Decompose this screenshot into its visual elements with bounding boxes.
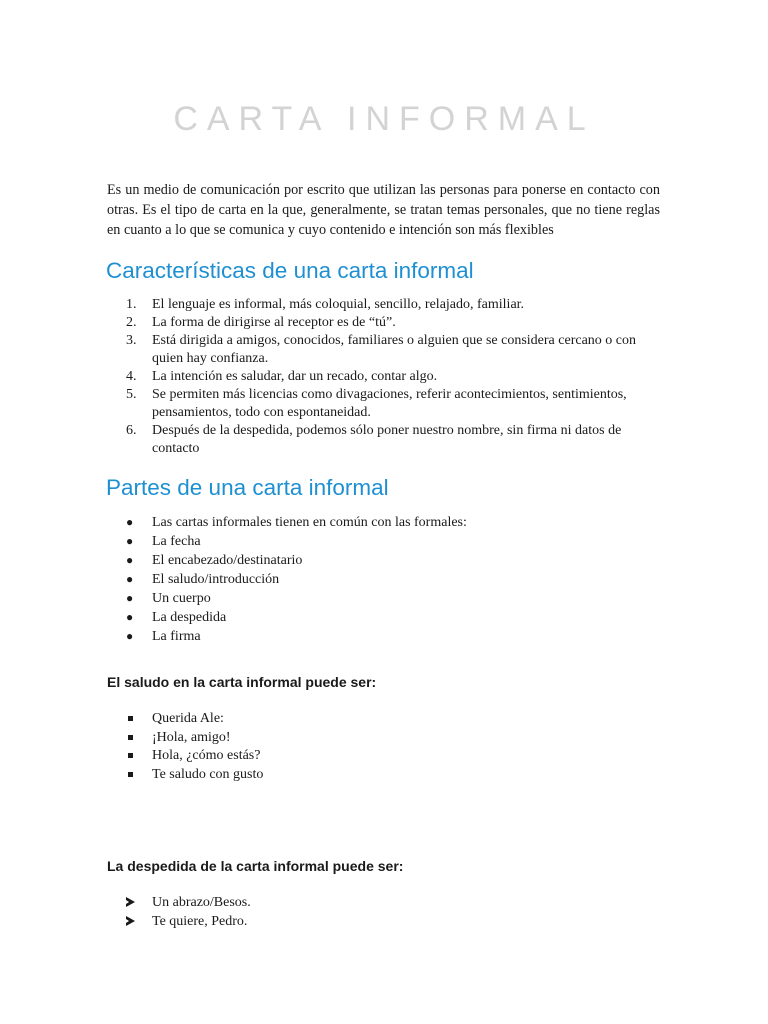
list-item xyxy=(126,422,666,458)
list-item-text: Querida Ale: xyxy=(152,711,224,726)
list-item xyxy=(126,532,666,551)
list-item xyxy=(126,314,666,332)
list-item-text: La despedida xyxy=(152,610,227,625)
greeting-heading: El saludo en la carta informal puede ser: xyxy=(107,674,377,690)
list-item-text: Hola, ¿cómo estás? xyxy=(152,748,261,764)
list-item xyxy=(126,893,666,912)
list-item xyxy=(126,551,666,570)
list-item xyxy=(126,368,666,386)
list-item xyxy=(126,912,666,931)
list-item xyxy=(126,513,666,532)
list-number: 2. xyxy=(126,315,137,330)
list-item xyxy=(126,296,666,314)
bullet-icon: ● xyxy=(126,610,134,624)
page-title: CARTA INFORMAL xyxy=(173,100,595,138)
list-item-text: Se permiten más licencias como divagaciones, referir acontecimientos, sentimientos, pensamientos, todo con espontaneidad. xyxy=(152,387,627,420)
list-item xyxy=(126,747,666,766)
list-item-text: Te quiere, Pedro. xyxy=(152,914,248,929)
list-number: 4. xyxy=(126,369,137,384)
characteristics-heading: Características de una carta informal xyxy=(106,258,474,283)
square-bullet-icon xyxy=(128,772,133,777)
bullet-icon: ● xyxy=(126,591,134,605)
list-item-text: La firma xyxy=(152,629,201,644)
list-item xyxy=(126,589,666,608)
list-item-text: El encabezado/destinatario xyxy=(152,553,303,568)
square-bullet-icon xyxy=(128,716,133,721)
arrow-bullet-icon xyxy=(126,897,135,907)
list-item-text: Un cuerpo xyxy=(152,591,211,606)
list-item-text: Después de la despedida, podemos sólo poner nuestro nombre, sin firma ni datos de contacto xyxy=(152,423,622,456)
farewell-heading: La despedida de la carta informal puede ser: xyxy=(107,858,404,874)
list-number: 5. xyxy=(126,387,137,402)
bullet-icon: ● xyxy=(126,629,134,643)
list-item xyxy=(126,386,666,422)
list-item-text: El lenguaje es informal, más coloquial, sencillo, relajado, familiar. xyxy=(152,297,525,312)
list-item-text: La fecha xyxy=(152,534,201,549)
list-item-text: Un abrazo/Besos. xyxy=(152,895,251,910)
bullet-icon: ● xyxy=(126,572,134,586)
parts-list xyxy=(126,513,666,646)
list-item-text: El saludo/introducción xyxy=(152,572,280,587)
list-item-text: Te saludo con gusto xyxy=(152,767,264,783)
bullet-icon: ● xyxy=(126,515,134,529)
farewell-list xyxy=(126,893,666,931)
list-number: 1. xyxy=(126,297,137,312)
list-item xyxy=(126,570,666,589)
list-item xyxy=(126,608,666,627)
characteristics-list xyxy=(126,296,666,458)
list-number: 3. xyxy=(126,333,137,348)
list-item xyxy=(126,710,666,729)
list-item xyxy=(126,729,666,748)
list-item-text: Está dirigida a amigos, conocidos, familiares o alguien que se considera cercano o con quien hay confianza. xyxy=(152,333,636,366)
bullet-icon: ● xyxy=(126,553,134,567)
list-item-text: La forma de dirigirse al receptor es de “tú”. xyxy=(152,315,396,330)
bullet-icon: ● xyxy=(126,534,134,548)
intro-paragraph: Es un medio de comunicación por escrito que utilizan las personas para ponerse en contacto con otras. Es el tipo de carta en la que, generalmente, se tratan temas personales, que no tiene reglas en cuanto a lo que se comunica y cuyo contenido e intención son más flexibles xyxy=(107,182,660,238)
square-bullet-icon xyxy=(128,753,133,758)
list-item xyxy=(126,332,666,368)
parts-heading: Partes de una carta informal xyxy=(106,475,389,500)
list-item xyxy=(126,766,666,785)
list-item-text: La intención es saludar, dar un recado, contar algo. xyxy=(152,369,438,384)
list-number: 6. xyxy=(126,423,137,438)
list-item-text: ¡Hola, amigo! xyxy=(152,729,231,745)
square-bullet-icon xyxy=(128,735,133,740)
list-item-text: Las cartas informales tienen en común con las formales: xyxy=(152,515,467,530)
list-item xyxy=(126,627,666,646)
greeting-list xyxy=(126,710,666,785)
arrow-bullet-icon xyxy=(126,916,135,926)
